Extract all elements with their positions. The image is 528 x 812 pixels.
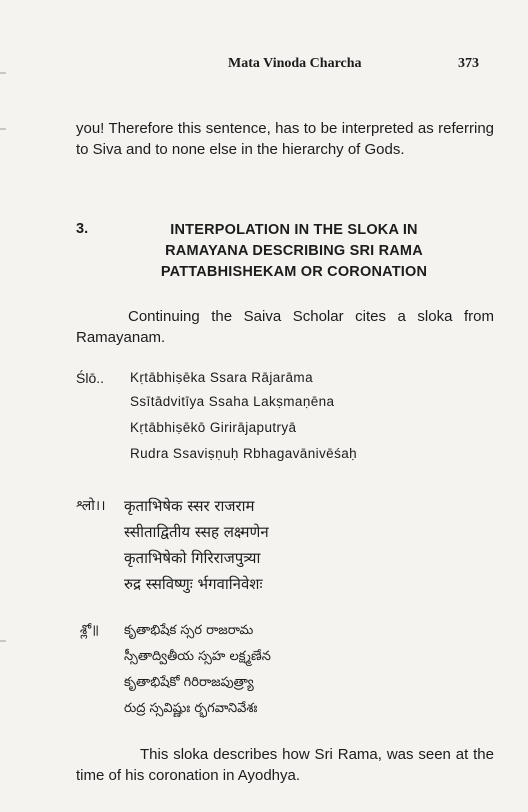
sloka-line: स्सीताद्वितीय स्सह लक्ष्मणेन [124,523,269,541]
paragraph-citation: Continuing the Saiva Scholar cites a sloka from Ramayanam. [76,308,494,346]
sloka-line: Kṛtābhiṣēka Ssara Rājarāma [130,370,313,385]
page-number: 373 [458,56,479,71]
running-title: Mata Vinoda Charcha [228,56,362,71]
page-edge-mark [0,128,6,130]
sloka-line: రుద్ర స్సవిష్ణుః ర్భగవానివేశః [124,701,258,716]
sloka-label: శ్లో॥ [80,623,99,638]
sloka-line: కృతాభిషేక స్సర రాజరామ [124,623,254,638]
section-number: 3. [76,221,89,237]
heading-line: PATTABHISHEKAM OR CORONATION [160,264,428,280]
paragraph-description: This sloka describes how Sri Rama, was seen at the time of his coronation in Ayodhya. [76,746,494,784]
sloka-line: कृताभिषेक स्सर राजराम [124,497,255,515]
sloka-line: Rudra Ssaviṣṇuḥ Rbhagavānivēśaḥ [130,446,358,461]
sloka-line: కృతాభిషేకో గిరిరాజపుత్ర్యా [124,675,254,690]
sloka-line: रुद्र स्सविष्णुः र्भगवानिवेशः [124,575,263,593]
sloka-label: श्लो।। [76,498,106,514]
sloka-line: कृताभिषेको गिरिराजपुत्र्या [124,549,261,567]
section-heading [104,220,484,283]
heading-line: INTERPOLATION IN THE SLOKA IN [170,222,418,238]
sloka-line: Kṛtābhiṣēkō Girirājaputryā [130,420,297,435]
sloka-label: Ślō.. [76,370,105,386]
paragraph-intro: you! Therefore this sentence, has to be interpreted as referring to Siva and to none else in the hierarchy of Gods. [76,120,494,158]
sloka-line: Ssītādvitīya Ssaha Lakṣmaṇēna [130,394,335,409]
sloka-line: స్సీతాద్వితీయ స్సహ లక్ష్మణేన [124,649,271,664]
page-edge-mark [0,72,6,74]
page-edge-mark [0,640,6,642]
heading-line: RAMAYANA DESCRIBING SRI RAMA [165,243,423,259]
